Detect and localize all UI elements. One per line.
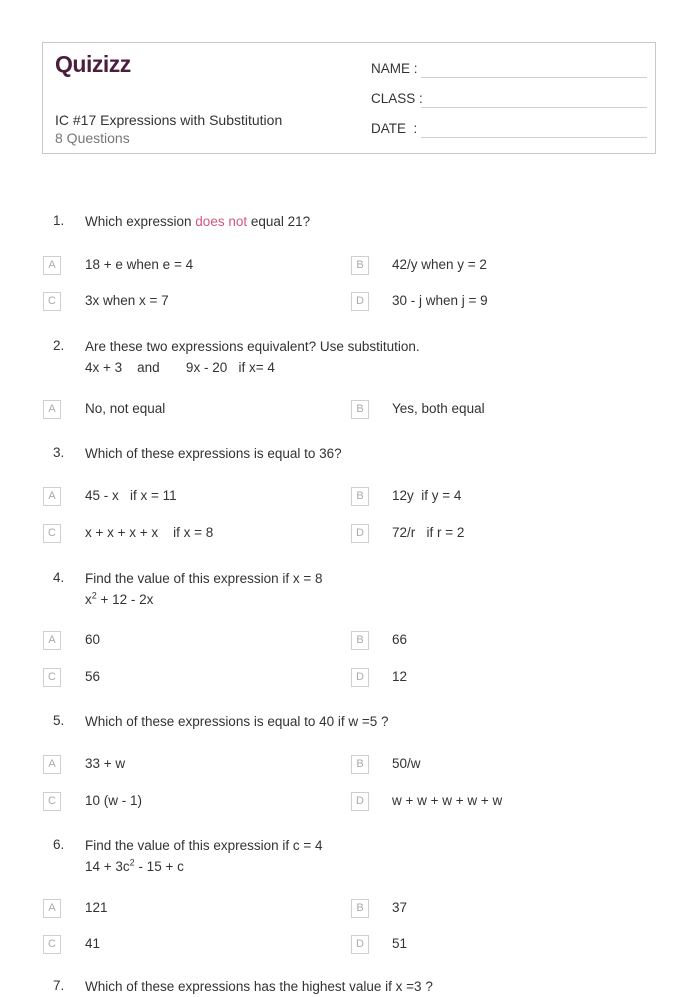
option-text[interactable]: Yes, both equal [392, 401, 485, 416]
question-number: 7. [53, 978, 65, 993]
option-letter-b[interactable]: B [351, 487, 369, 506]
question-expression [85, 856, 184, 877]
question-expression [85, 589, 153, 610]
option-letter-b[interactable]: B [351, 899, 369, 918]
date-line [421, 137, 647, 138]
option-text[interactable]: 60 [85, 632, 101, 647]
option-text[interactable]: 41 [85, 936, 101, 951]
option-letter-a[interactable]: A [43, 256, 61, 275]
expression-base: x [85, 592, 92, 607]
option-text[interactable]: 12y if y = 4 [392, 488, 462, 503]
option-text[interactable]: 42/y when y = 2 [392, 257, 487, 272]
question-text-part: Which expression [85, 214, 196, 229]
question-text-part: equal 21? [247, 214, 311, 229]
option-letter-d[interactable]: D [351, 524, 369, 543]
option-letter-c[interactable]: C [43, 292, 61, 311]
option-text[interactable]: 10 (w - 1) [85, 793, 143, 808]
option-text[interactable]: 51 [392, 936, 408, 951]
question-number: 3. [53, 445, 65, 460]
question-text: Which of these expressions has the highest value if x =3 ? [85, 979, 433, 994]
option-letter-a[interactable]: A [43, 400, 61, 419]
question-text: Find the value of this expression if x = 8 [85, 571, 323, 586]
option-letter-d[interactable]: D [351, 292, 369, 311]
option-text[interactable]: w + w + w + w + w [392, 793, 503, 808]
option-letter-c[interactable]: C [43, 792, 61, 811]
question-expression: 4x + 3 and 9x - 20 if x= 4 [85, 360, 275, 375]
date-label: DATE : [371, 121, 418, 136]
option-text[interactable]: x + x + x + x if x = 8 [85, 525, 214, 540]
class-label: CLASS : [371, 91, 423, 106]
exponent: 2 [129, 857, 135, 868]
question-text: Find the value of this expression if c = 4 [85, 838, 323, 853]
worksheet-title: IC #17 Expressions with Substitution [55, 112, 283, 128]
option-letter-d[interactable]: D [351, 935, 369, 954]
option-text[interactable]: 12 [392, 669, 408, 684]
date-field [371, 121, 417, 136]
option-text[interactable]: 56 [85, 669, 101, 684]
option-letter-c[interactable]: C [43, 935, 61, 954]
option-letter-d[interactable]: D [351, 668, 369, 687]
expression-base: 14 + 3c [85, 859, 130, 874]
option-text[interactable]: 72/r if r = 2 [392, 525, 465, 540]
question-number: 2. [53, 338, 65, 353]
option-letter-a[interactable]: A [43, 487, 61, 506]
worksheet-header [42, 42, 656, 154]
option-text[interactable]: No, not equal [85, 401, 166, 416]
question-number: 4. [53, 570, 65, 585]
option-text[interactable]: 18 + e when e = 4 [85, 257, 194, 272]
option-letter-a[interactable]: A [43, 755, 61, 774]
option-text[interactable]: 121 [85, 900, 108, 915]
option-text[interactable]: 45 - x if x = 11 [85, 488, 177, 503]
option-letter-b[interactable]: B [351, 256, 369, 275]
option-text[interactable]: 33 + w [85, 756, 126, 771]
quizizz-logo: Quizizz [55, 51, 131, 77]
question-text: Which of these expressions is equal to 36? [85, 446, 342, 461]
option-letter-c[interactable]: C [43, 524, 61, 543]
question-text [85, 211, 310, 232]
expression-rest: - 15 + c [134, 859, 184, 874]
option-text[interactable]: 50/w [392, 756, 421, 771]
option-letter-a[interactable]: A [43, 899, 61, 918]
option-text[interactable]: 37 [392, 900, 408, 915]
exponent: 2 [91, 590, 97, 601]
option-letter-d[interactable]: D [351, 792, 369, 811]
option-letter-b[interactable]: B [351, 755, 369, 774]
class-line [421, 107, 647, 108]
question-number: 1. [53, 213, 65, 228]
option-text[interactable]: 66 [392, 632, 408, 647]
option-letter-a[interactable]: A [43, 631, 61, 650]
question-count: 8 Questions [55, 130, 130, 146]
question-number: 6. [53, 837, 65, 852]
question-text: Are these two expressions equivalent? Use substitution. [85, 339, 420, 354]
expression-rest: + 12 - 2x [96, 592, 154, 607]
question-text: Which of these expressions is equal to 40 if w =5 ? [85, 714, 389, 729]
name-field [371, 61, 418, 76]
option-letter-b[interactable]: B [351, 631, 369, 650]
question-highlight: does not [195, 214, 248, 229]
question-number: 5. [53, 713, 65, 728]
class-field [371, 91, 423, 106]
option-letter-b[interactable]: B [351, 400, 369, 419]
option-text[interactable]: 30 - j when j = 9 [392, 293, 488, 308]
name-label: NAME : [371, 61, 418, 76]
name-line [421, 77, 647, 78]
option-text[interactable]: 3x when x = 7 [85, 293, 169, 308]
option-letter-c[interactable]: C [43, 668, 61, 687]
